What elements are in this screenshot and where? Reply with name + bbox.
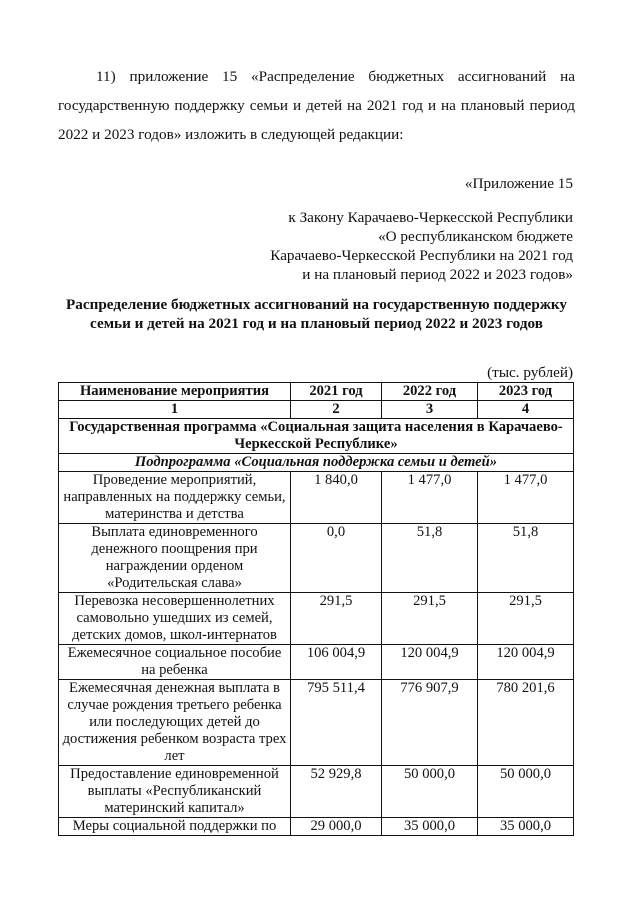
appendix-line: к Закону Карачаево-Черкесской Республики <box>288 209 573 226</box>
table-row <box>59 593 574 645</box>
table-row <box>59 818 574 836</box>
value-2021: 106 004,9 <box>291 645 382 680</box>
allocation-table <box>58 382 574 836</box>
column-header-2023: 2023 год <box>478 383 574 401</box>
row-name: Меры социальной поддержки по <box>59 818 291 836</box>
value-2022: 50 000,0 <box>382 766 478 818</box>
row-name: Перевозка несовершеннолетних самовольно ушедших из семей, детских домов, школ-интернатов <box>59 593 291 645</box>
table-header-row <box>59 383 574 401</box>
subprogram-row <box>59 454 574 472</box>
value-2023: 120 004,9 <box>478 645 574 680</box>
column-number: 4 <box>478 401 574 419</box>
row-name: Выплата единовременного денежного поощрения при награждении орденом «Родительская слава» <box>59 524 291 593</box>
intro-paragraph: 11) приложение 15 «Распределение бюджетных ассигнований на государственную поддержку семьи и детей на 2021 год и на плановый период 2022 и 2023 годов» изложить в следующей редакции: <box>58 68 575 143</box>
appendix-reference <box>270 208 573 284</box>
column-number: 2 <box>291 401 382 419</box>
value-2023: 50 000,0 <box>478 766 574 818</box>
value-2023: 1 477,0 <box>478 472 574 524</box>
column-number: 3 <box>382 401 478 419</box>
units-label: (тыс. рублей) <box>487 364 573 381</box>
table-row <box>59 680 574 766</box>
column-number: 1 <box>59 401 291 419</box>
row-name: Ежемесячная денежная выплата в случае рождения третьего ребенка или последующих детей до достижения ребенком возраста трех лет <box>59 680 291 766</box>
table-row <box>59 524 574 593</box>
row-name: Ежемесячное социальное пособие на ребенка <box>59 645 291 680</box>
value-2023: 51,8 <box>478 524 574 593</box>
value-2021: 795 511,4 <box>291 680 382 766</box>
subprogram-title: Подпрограмма «Социальная поддержка семьи и детей» <box>59 454 574 472</box>
row-name: Предоставление единовременной выплаты «Республиканский материнский капитал» <box>59 766 291 818</box>
table-row <box>59 472 574 524</box>
column-header-name: Наименование мероприятия <box>59 383 291 401</box>
appendix-line: и на плановый период 2022 и 2023 годов» <box>302 266 573 283</box>
appendix-line: Карачаево-Черкесской Республики на 2021 год <box>270 247 573 264</box>
program-row <box>59 419 574 454</box>
value-2021: 1 840,0 <box>291 472 382 524</box>
table-row <box>59 645 574 680</box>
program-title: Государственная программа «Социальная защита населения в Карачаево-Черкесской Республике» <box>59 419 574 454</box>
appendix-heading: «Приложение 15 <box>464 175 573 192</box>
value-2022: 51,8 <box>382 524 478 593</box>
value-2023: 780 201,6 <box>478 680 574 766</box>
value-2022: 291,5 <box>382 593 478 645</box>
column-header-2022: 2022 год <box>382 383 478 401</box>
row-name: Проведение мероприятий, направленных на поддержку семьи, материнства и детства <box>59 472 291 524</box>
value-2023: 35 000,0 <box>478 818 574 836</box>
column-number-row <box>59 401 574 419</box>
value-2022: 35 000,0 <box>382 818 478 836</box>
value-2021: 291,5 <box>291 593 382 645</box>
value-2023: 291,5 <box>478 593 574 645</box>
document-title: Распределение бюджетных ассигнований на государственную поддержку семьи и детей на 2021 год и на плановый период 2022 и 2023 годов <box>65 296 568 332</box>
table-row <box>59 766 574 818</box>
value-2022: 776 907,9 <box>382 680 478 766</box>
appendix-line: «О республиканском бюджете <box>378 228 573 245</box>
value-2021: 0,0 <box>291 524 382 593</box>
column-header-2021: 2021 год <box>291 383 382 401</box>
value-2021: 29 000,0 <box>291 818 382 836</box>
value-2022: 1 477,0 <box>382 472 478 524</box>
value-2021: 52 929,8 <box>291 766 382 818</box>
value-2022: 120 004,9 <box>382 645 478 680</box>
